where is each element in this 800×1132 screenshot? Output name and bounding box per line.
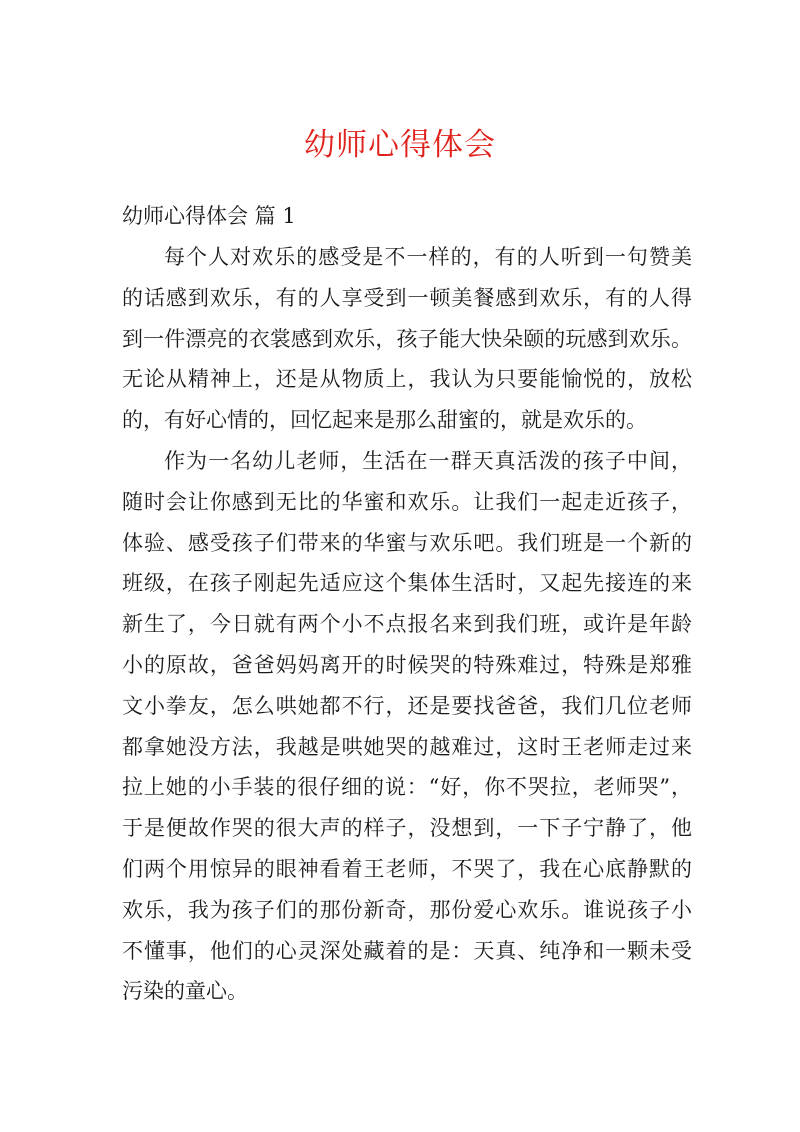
paragraph-line: 于是便故作哭的很大声的样子，没想到，一下子宁静了，他 [122,816,692,841]
paragraph-line: 随时会让你感到无比的华蜜和欢乐。让我们一起走近孩子， [122,489,692,514]
paragraph-line: 无论从精神上，还是从物质上，我认为只要能愉悦的，放松 [122,367,692,392]
paragraph-line: 新生了，今日就有两个小不点报名来到我们班，或许是年龄 [122,612,692,637]
paragraph-1 [122,237,692,441]
paragraph-line: 作为一名幼儿老师，生活在一群天真活泼的孩子中间， [164,449,692,473]
paragraph-2 [122,441,692,1012]
paragraph-line: 污染的童心。 [122,979,248,1004]
paragraph-line: 班级，在孩子刚起先适应这个集体生活时，又起先接连的来 [122,571,692,596]
paragraph-line: 们两个用惊异的眼神看着王老师，不哭了，我在心底静默的 [122,856,692,881]
paragraph-line: 拉上她的小手装的很仔细的说：“好，你不哭拉，老师哭”， [122,775,692,800]
paragraph-line: 不懂事，他们的心灵深处藏着的是：天真、纯净和一颗未受 [122,938,692,963]
paragraph-line: 欢乐，我为孩子们的那份新奇，那份爱心欢乐。谁说孩子小 [122,897,692,922]
paragraph-line: 体验、感受孩子们带来的华蜜与欢乐吧。我们班是一个新的 [122,530,692,555]
paragraph-line: 文小拳友，怎么哄她都不行，还是要找爸爸，我们几位老师 [122,693,692,718]
document-title: 幼师心得体会 [304,127,496,163]
paragraph-line: 到一件漂亮的衣裳感到欢乐，孩子能大快朵颐的玩感到欢乐。 [122,326,692,351]
paragraph-line: 的，有好心情的，回忆起来是那么甜蜜的，就是欢乐的。 [122,408,647,433]
paragraph-line: 的话感到欢乐，有的人享受到一顿美餐感到欢乐，有的人得 [122,285,692,310]
paragraph-line: 小的原故，爸爸妈妈离开的时候哭的特殊难过，特殊是郑雅 [122,652,692,677]
paragraph-line: 每个人对欢乐的感受是不一样的，有的人听到一句赞美 [164,245,692,269]
section-heading: 幼师心得体会 篇 1 [122,204,296,228]
paragraph-line: 都拿她没方法，我越是哄她哭的越难过，这时王老师走过来 [122,734,692,759]
